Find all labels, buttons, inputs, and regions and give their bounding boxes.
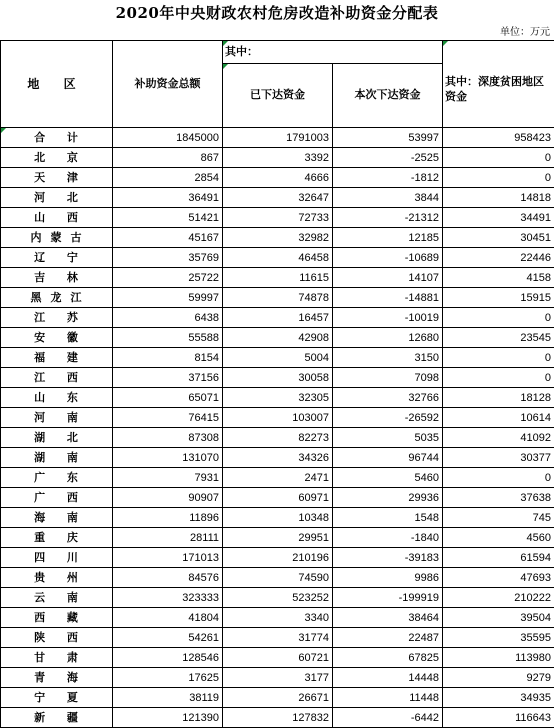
cell-total: 37156 xyxy=(113,368,223,388)
cell-deep-poverty: 0 xyxy=(443,468,554,488)
cell-region: 四 川 xyxy=(1,548,113,568)
cell-issued: 26671 xyxy=(223,688,333,708)
cell-region: 天 津 xyxy=(1,168,113,188)
cell-region: 内蒙古 xyxy=(1,228,113,248)
table-row xyxy=(1,128,554,148)
table-row xyxy=(1,708,554,728)
cell-deep-poverty: 34935 xyxy=(443,688,554,708)
cell-deep-poverty: 4158 xyxy=(443,268,554,288)
cell-region: 贵 州 xyxy=(1,568,113,588)
cell-issued: 16457 xyxy=(223,308,333,328)
header-qizhong: 其中： xyxy=(223,41,443,64)
cell-deep-poverty: 0 xyxy=(443,368,554,388)
cell-this-time: 14107 xyxy=(333,268,443,288)
cell-issued: 42908 xyxy=(223,328,333,348)
cell-this-time: -6442 xyxy=(333,708,443,728)
cell-region: 黑龙江 xyxy=(1,288,113,308)
cell-this-time: 14448 xyxy=(333,668,443,688)
cell-issued: 10348 xyxy=(223,508,333,528)
cell-region: 海 南 xyxy=(1,508,113,528)
cell-region: 吉 林 xyxy=(1,268,113,288)
cell-total: 6438 xyxy=(113,308,223,328)
cell-total: 38119 xyxy=(113,688,223,708)
cell-issued: 523252 xyxy=(223,588,333,608)
cell-total: 867 xyxy=(113,148,223,168)
cell-issued: 103007 xyxy=(223,408,333,428)
cell-region: 青 海 xyxy=(1,668,113,688)
cell-this-time: 7098 xyxy=(333,368,443,388)
header-deep-poverty: 其中：深度贫困地区资金 xyxy=(443,41,554,128)
cell-region: 宁 夏 xyxy=(1,688,113,708)
cell-total: 55588 xyxy=(113,328,223,348)
table-row xyxy=(1,528,554,548)
cell-this-time: -14881 xyxy=(333,288,443,308)
cell-this-time: 53997 xyxy=(333,128,443,148)
table-row xyxy=(1,488,554,508)
cell-deep-poverty: 41092 xyxy=(443,428,554,448)
cell-region: 北 京 xyxy=(1,148,113,168)
table-row xyxy=(1,568,554,588)
cell-region: 山 西 xyxy=(1,208,113,228)
cell-this-time: 29936 xyxy=(333,488,443,508)
cell-this-time: 12680 xyxy=(333,328,443,348)
cell-total: 87308 xyxy=(113,428,223,448)
cell-total: 25722 xyxy=(113,268,223,288)
cell-total: 323333 xyxy=(113,588,223,608)
table-row xyxy=(1,428,554,448)
cell-this-time: -199919 xyxy=(333,588,443,608)
cell-region: 辽 宁 xyxy=(1,248,113,268)
cell-total: 1845000 xyxy=(113,128,223,148)
header-issued: 已下达资金 xyxy=(223,63,333,127)
cell-deep-poverty: 35595 xyxy=(443,628,554,648)
cell-this-time: 1548 xyxy=(333,508,443,528)
cell-total: 128546 xyxy=(113,648,223,668)
cell-region: 广 西 xyxy=(1,488,113,508)
cell-total: 54261 xyxy=(113,628,223,648)
cell-total: 8154 xyxy=(113,348,223,368)
cell-region: 山 东 xyxy=(1,388,113,408)
allocation-table xyxy=(0,40,554,728)
cell-total: 17625 xyxy=(113,668,223,688)
cell-deep-poverty: 18128 xyxy=(443,388,554,408)
cell-deep-poverty: 30451 xyxy=(443,228,554,248)
table-row xyxy=(1,148,554,168)
cell-issued: 5004 xyxy=(223,348,333,368)
cell-total: 171013 xyxy=(113,548,223,568)
table-row xyxy=(1,648,554,668)
cell-region: 湖 南 xyxy=(1,448,113,468)
table-row xyxy=(1,168,554,188)
cell-deep-poverty: 4560 xyxy=(443,528,554,548)
cell-total: 41804 xyxy=(113,608,223,628)
table-row xyxy=(1,288,554,308)
cell-issued: 32305 xyxy=(223,388,333,408)
cell-issued: 32647 xyxy=(223,188,333,208)
cell-issued: 210196 xyxy=(223,548,333,568)
cell-region: 江 西 xyxy=(1,368,113,388)
cell-total: 28111 xyxy=(113,528,223,548)
cell-issued: 3340 xyxy=(223,608,333,628)
table-row xyxy=(1,348,554,368)
cell-deep-poverty: 39504 xyxy=(443,608,554,628)
cell-this-time: 67825 xyxy=(333,648,443,668)
cell-deep-poverty: 34491 xyxy=(443,208,554,228)
table-row xyxy=(1,508,554,528)
table-row xyxy=(1,208,554,228)
cell-region: 河 南 xyxy=(1,408,113,428)
cell-deep-poverty: 0 xyxy=(443,348,554,368)
table-row xyxy=(1,688,554,708)
cell-deep-poverty: 0 xyxy=(443,168,554,188)
cell-deep-poverty: 0 xyxy=(443,308,554,328)
table-row xyxy=(1,308,554,328)
cell-total: 65071 xyxy=(113,388,223,408)
cell-region: 江 苏 xyxy=(1,308,113,328)
cell-deep-poverty: 23545 xyxy=(443,328,554,348)
cell-region: 福 建 xyxy=(1,348,113,368)
cell-region: 湖 北 xyxy=(1,428,113,448)
cell-total: 121390 xyxy=(113,708,223,728)
cell-total: 76415 xyxy=(113,408,223,428)
cell-deep-poverty: 958423 xyxy=(443,128,554,148)
cell-deep-poverty: 30377 xyxy=(443,448,554,468)
cell-deep-poverty: 47693 xyxy=(443,568,554,588)
cell-total: 35769 xyxy=(113,248,223,268)
page-title: 2020年中央财政农村危房改造补助资金分配表 xyxy=(115,4,439,22)
cell-issued: 46458 xyxy=(223,248,333,268)
cell-region: 合 计 xyxy=(1,128,113,148)
cell-deep-poverty: 10614 xyxy=(443,408,554,428)
cell-issued: 31774 xyxy=(223,628,333,648)
cell-this-time: 11448 xyxy=(333,688,443,708)
cell-issued: 1791003 xyxy=(223,128,333,148)
cell-total: 11896 xyxy=(113,508,223,528)
table-row xyxy=(1,448,554,468)
cell-issued: 127832 xyxy=(223,708,333,728)
cell-this-time: -26592 xyxy=(333,408,443,428)
cell-this-time: 96744 xyxy=(333,448,443,468)
cell-region: 河 北 xyxy=(1,188,113,208)
cell-issued: 30058 xyxy=(223,368,333,388)
cell-this-time: -10019 xyxy=(333,308,443,328)
cell-region: 西 藏 xyxy=(1,608,113,628)
cell-total: 51421 xyxy=(113,208,223,228)
table-row xyxy=(1,328,554,348)
cell-this-time: 22487 xyxy=(333,628,443,648)
cell-region: 云 南 xyxy=(1,588,113,608)
table-row xyxy=(1,368,554,388)
cell-this-time: -1812 xyxy=(333,168,443,188)
cell-this-time: 38464 xyxy=(333,608,443,628)
cell-region: 安 徽 xyxy=(1,328,113,348)
cell-this-time: 3844 xyxy=(333,188,443,208)
cell-region: 陕 西 xyxy=(1,628,113,648)
cell-issued: 34326 xyxy=(223,448,333,468)
cell-deep-poverty: 14818 xyxy=(443,188,554,208)
cell-issued: 3392 xyxy=(223,148,333,168)
table-row xyxy=(1,608,554,628)
cell-deep-poverty: 116643 xyxy=(443,708,554,728)
cell-issued: 82273 xyxy=(223,428,333,448)
cell-deep-poverty: 0 xyxy=(443,148,554,168)
cell-total: 7931 xyxy=(113,468,223,488)
cell-region: 广 东 xyxy=(1,468,113,488)
cell-region: 甘 肃 xyxy=(1,648,113,668)
header-total: 补助资金总额 xyxy=(113,41,223,128)
table-row xyxy=(1,268,554,288)
table-body xyxy=(1,128,554,728)
cell-issued: 2471 xyxy=(223,468,333,488)
cell-total: 131070 xyxy=(113,448,223,468)
cell-this-time: 32766 xyxy=(333,388,443,408)
cell-this-time: 3150 xyxy=(333,348,443,368)
table-row xyxy=(1,588,554,608)
cell-total: 59997 xyxy=(113,288,223,308)
cell-deep-poverty: 15915 xyxy=(443,288,554,308)
header-region: 地 区 xyxy=(1,41,113,128)
cell-issued: 32982 xyxy=(223,228,333,248)
cell-region: 新 疆 xyxy=(1,708,113,728)
cell-deep-poverty: 210222 xyxy=(443,588,554,608)
cell-deep-poverty: 37638 xyxy=(443,488,554,508)
cell-this-time: -2525 xyxy=(333,148,443,168)
header-this-time: 本次下达资金 xyxy=(333,63,443,127)
cell-issued: 74878 xyxy=(223,288,333,308)
cell-deep-poverty: 745 xyxy=(443,508,554,528)
cell-issued: 60971 xyxy=(223,488,333,508)
cell-deep-poverty: 113980 xyxy=(443,648,554,668)
cell-issued: 29951 xyxy=(223,528,333,548)
cell-deep-poverty: 22446 xyxy=(443,248,554,268)
cell-this-time: -1840 xyxy=(333,528,443,548)
cell-this-time: -21312 xyxy=(333,208,443,228)
cell-this-time: 9986 xyxy=(333,568,443,588)
table-row xyxy=(1,188,554,208)
cell-issued: 3177 xyxy=(223,668,333,688)
cell-total: 84576 xyxy=(113,568,223,588)
cell-total: 2854 xyxy=(113,168,223,188)
table-row xyxy=(1,468,554,488)
cell-this-time: -10689 xyxy=(333,248,443,268)
table-row xyxy=(1,408,554,428)
table-row xyxy=(1,628,554,648)
cell-this-time: 12185 xyxy=(333,228,443,248)
cell-this-time: 5460 xyxy=(333,468,443,488)
cell-issued: 72733 xyxy=(223,208,333,228)
cell-this-time: -39183 xyxy=(333,548,443,568)
cell-issued: 11615 xyxy=(223,268,333,288)
cell-issued: 4666 xyxy=(223,168,333,188)
cell-deep-poverty: 61594 xyxy=(443,548,554,568)
table-row xyxy=(1,548,554,568)
cell-issued: 74590 xyxy=(223,568,333,588)
table-row xyxy=(1,668,554,688)
cell-total: 45167 xyxy=(113,228,223,248)
cell-total: 36491 xyxy=(113,188,223,208)
unit-label: 单位：万元 xyxy=(500,27,550,38)
cell-this-time: 5035 xyxy=(333,428,443,448)
table-row xyxy=(1,248,554,268)
cell-region: 重 庆 xyxy=(1,528,113,548)
cell-issued: 60721 xyxy=(223,648,333,668)
table-row xyxy=(1,228,554,248)
cell-total: 90907 xyxy=(113,488,223,508)
table-row xyxy=(1,388,554,408)
cell-deep-poverty: 9279 xyxy=(443,668,554,688)
